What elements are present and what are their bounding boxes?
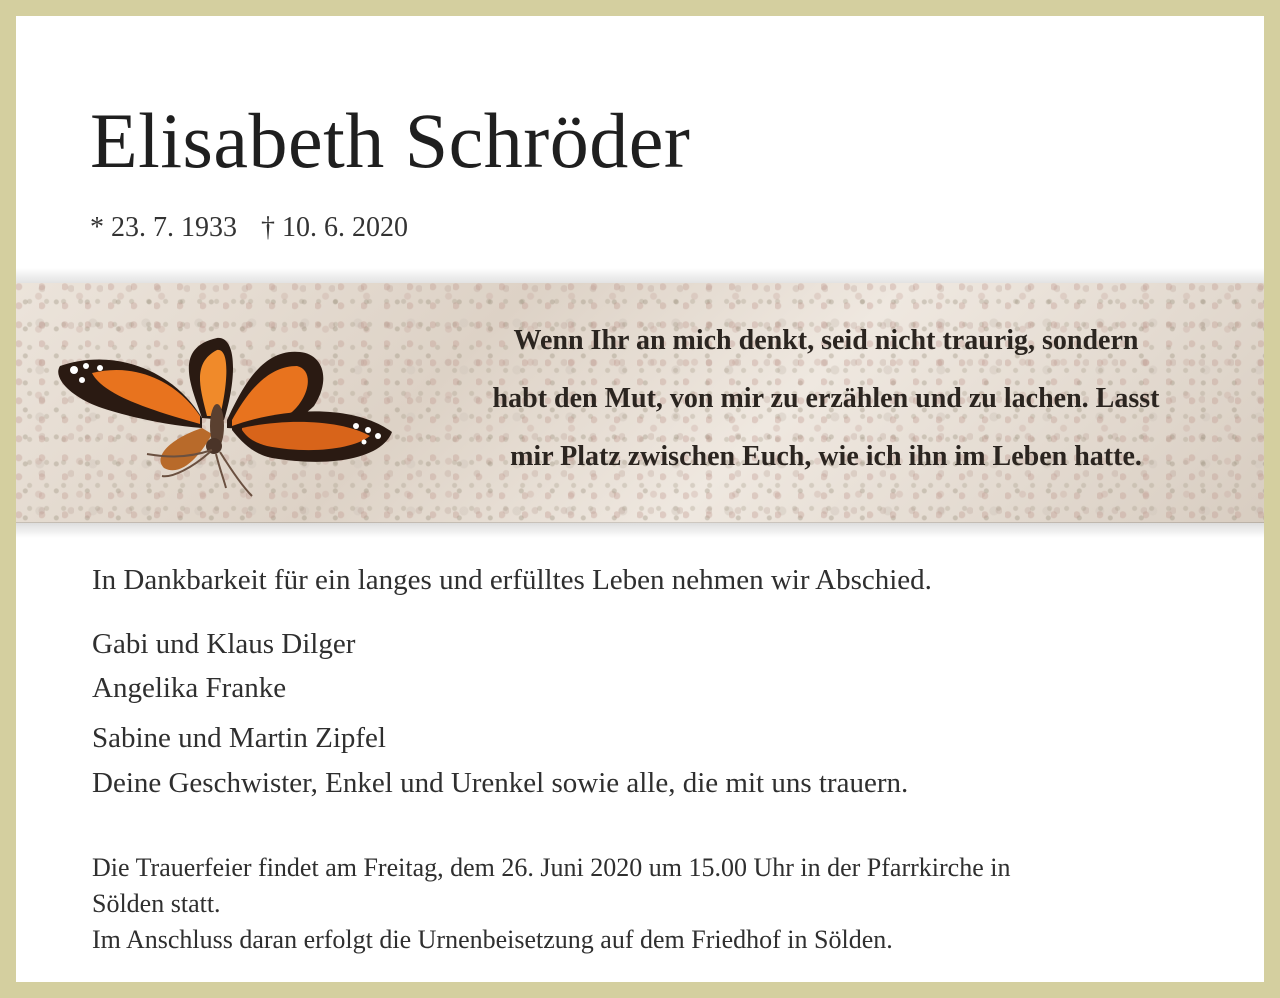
thanks-line: In Dankbarkeit für ein langes und erfülltes Leben nehmen wir Abschied. xyxy=(92,564,932,596)
info-line: Sölden statt. xyxy=(92,889,221,918)
info-line: Im Anschluss daran erfolgt die Urnenbeisetzung auf dem Friedhof in Sölden. xyxy=(92,925,893,954)
life-dates xyxy=(90,212,408,244)
birth-date: * 23. 7. 1933 xyxy=(90,212,237,243)
info-line: Die Trauerfeier findet am Freitag, dem 26. Juni 2020 um 15.00 Uhr in der Pfarrkirche in xyxy=(92,853,1011,882)
mourner-line: Sabine und Martin Zipfel xyxy=(92,722,386,754)
obituary-card xyxy=(16,16,1264,982)
funeral-info xyxy=(92,850,1202,958)
quote-line: habt den Mut, von mir zu erzählen und zu lachen. Lasst xyxy=(492,383,1160,414)
quote-line: Wenn Ihr an mich denkt, seid nicht traurig, sondern xyxy=(513,325,1139,356)
mourner-line: Deine Geschwister, Enkel und Urenkel sowie alle, die mit uns trauern. xyxy=(92,767,909,799)
memorial-quote xyxy=(406,312,1246,486)
death-date: † 10. 6. 2020 xyxy=(261,212,408,243)
deceased-name: Elisabeth Schröder xyxy=(90,97,691,184)
quote-line: mir Platz zwischen Euch, wie ich ihn im Leben hatte. xyxy=(510,441,1142,472)
mourner-line: Gabi und Klaus Dilger xyxy=(92,628,356,660)
mourner-line: Angelika Franke xyxy=(92,672,287,704)
butterfly-image xyxy=(52,308,394,498)
band-shadow-top xyxy=(16,268,1264,284)
band-shadow-bottom xyxy=(16,522,1264,538)
